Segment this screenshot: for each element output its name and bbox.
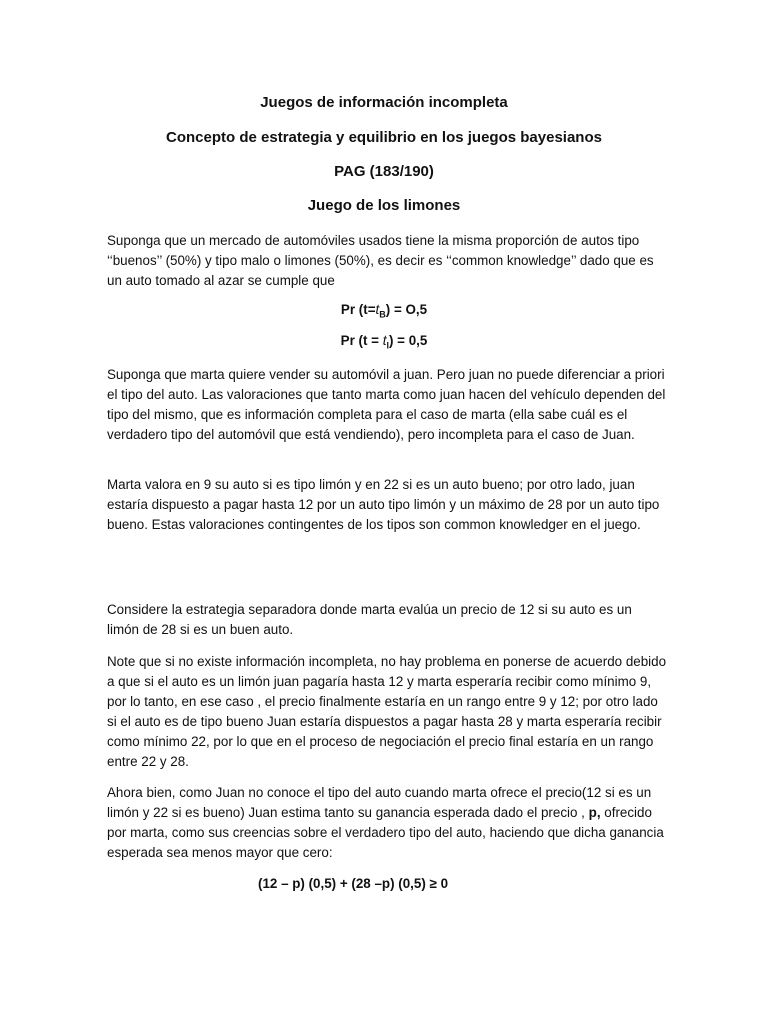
paragraph-expected-gain-price: p, — [588, 805, 601, 820]
paragraph-expected-gain — [107, 783, 667, 863]
paragraph-expected-gain-part-1: Ahora bien, como Juan no conoce el tipo del auto cuando marta ofrece el precio(12 si es un limón y 22 si es bueno) Juan estima tanto su ganancia esperada dado el precio , — [107, 785, 652, 820]
formula-prob-good-right: ) = O,5 — [385, 302, 428, 317]
section-title: Juego de los limones — [307, 197, 461, 214]
formula-prob-lemon — [0, 333, 768, 351]
formula-prob-lemon-left: Pr (t = — [340, 333, 383, 348]
formula-prob-good-var: t — [375, 302, 380, 317]
paragraph-complete-information: Note que si no existe información incompleta, no hay problema en ponerse de acuerdo debido a que si el auto es un limón juan pagaría hasta 12 y marta esperaría recibir como mínimo 9, por lo tanto, en ese caso , el precio finalmente estaría en un rango entre 9 y 12; por otro lado si el auto es de tipo bueno Juan estaría dispuestos a pagar hasta 28 y marta esperaría recibir como mínimo 22, por lo que en el proceso de negociación el precio final estaría en un rango entre 22 y 28. — [107, 654, 667, 769]
formula-prob-lemon-sub: l — [386, 340, 389, 351]
paragraph-valuations: Marta valora en 9 su auto si es tipo limón y en 22 si es un auto bueno; por otro lado, juan estaría dispuesto a pagar hasta 12 por un auto tipo limón y un máximo de 28 por un auto tipo bueno. Estas valoraciones contingentes de los tipos son common knowledger en el juego. — [107, 477, 660, 532]
formula-expected-gain: (12 – p) (0,5) + (28 –p) (0,5) ≥ 0 — [258, 876, 449, 891]
paragraph-marta-sells: Suponga que marta quiere vender su automóvil a juan. Pero juan no puede diferenciar a priori el tipo del auto. Las valoraciones que tanto marta como juan hacen del vehículo dependen del tipo del mismo, que es información completa para el caso de marta (ella sabe cuál es el verdadero tipo del automóvil que está vendiendo), pero incompleta para el caso de Juan. — [107, 367, 666, 442]
page-reference: PAG (183/190) — [334, 163, 434, 180]
formula-prob-lemon-right: ) = 0,5 — [388, 333, 428, 348]
formula-prob-good-left: Pr (t= — [340, 302, 376, 317]
formula-prob-good — [0, 302, 768, 320]
paragraph-separating-strategy: Considere la estrategia separadora donde marta evalúa un precio de 12 si su auto es un limón de 28 si es un buen auto. — [107, 602, 632, 637]
document-title: Juegos de información incompleta — [260, 94, 508, 111]
paragraph-market-proportion: Suponga que un mercado de automóviles usados tiene la misma proporción de autos tipo ‘‘buenos’’ (50%) y tipo malo o limones (50%), es decir es ‘‘common knowledge’’ dado que es un auto tomado al azar se cumple que — [107, 233, 654, 288]
document-subtitle: Concepto de estrategia y equilibrio en los juegos bayesianos — [166, 129, 602, 146]
formula-prob-lemon-var: t — [382, 333, 387, 348]
formula-prob-good-sub: B — [379, 309, 386, 320]
paragraph-expected-gain-part-2: ofrecido por marta, como sus creencias sobre el verdadero tipo del auto, haciendo que dicha ganancia esperada sea menos mayor que cero: — [107, 805, 664, 860]
